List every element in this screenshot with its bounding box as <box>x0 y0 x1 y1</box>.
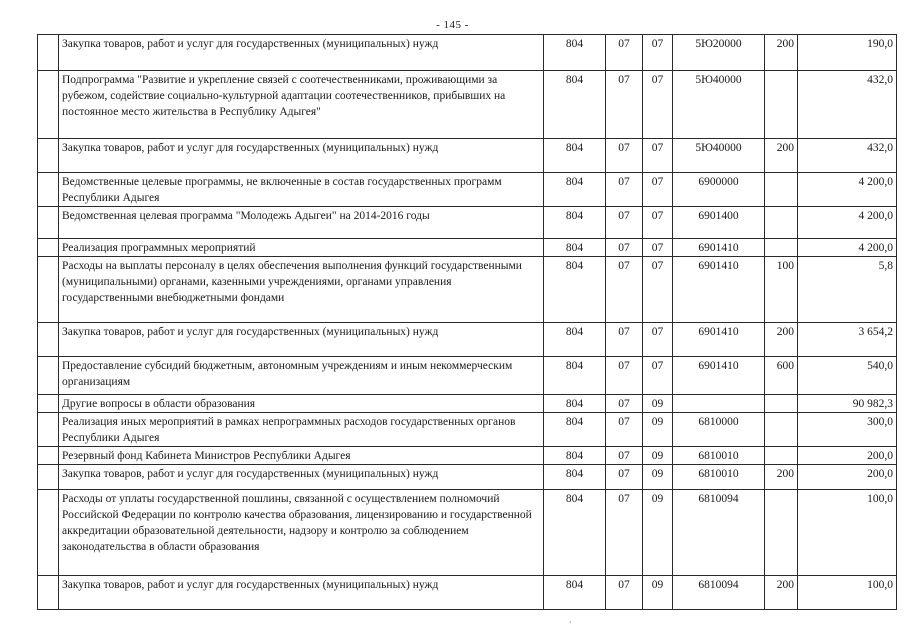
row-csr: 6901410 <box>673 323 765 357</box>
row-vr <box>765 207 798 239</box>
table-row <box>38 395 897 413</box>
row-blank-cell <box>38 71 59 139</box>
row-rz: 07 <box>606 576 643 610</box>
row-csr: 6900000 <box>673 173 765 207</box>
row-pr: 09 <box>643 395 673 413</box>
row-name: Подпрограмма "Развитие и укрепление связей с соотечественниками, проживающими за рубежом, содействие социально-культурной адаптации соотечественников, прибывших на постоянное место жительства в Республику Адыгея" <box>59 71 544 139</box>
table-row <box>38 207 897 239</box>
row-vr <box>765 413 798 447</box>
row-blank-cell <box>38 239 59 257</box>
row-sum: 200,0 <box>798 447 897 465</box>
row-rz: 07 <box>606 395 643 413</box>
row-csr <box>673 395 765 413</box>
row-vr <box>765 490 798 576</box>
row-glava: 804 <box>544 71 606 139</box>
row-blank-cell <box>38 257 59 323</box>
row-vr: 200 <box>765 576 798 610</box>
row-glava: 804 <box>544 395 606 413</box>
budget-table <box>37 34 897 610</box>
row-pr: 09 <box>643 490 673 576</box>
row-blank-cell <box>38 490 59 576</box>
row-pr: 07 <box>643 139 673 173</box>
row-rz: 07 <box>606 35 643 71</box>
row-rz: 07 <box>606 323 643 357</box>
row-blank-cell <box>38 357 59 395</box>
row-pr: 07 <box>643 173 673 207</box>
row-vr <box>765 447 798 465</box>
table-row <box>38 490 897 576</box>
row-vr <box>765 71 798 139</box>
row-vr: 200 <box>765 323 798 357</box>
row-sum: 100,0 <box>798 576 897 610</box>
row-rz: 07 <box>606 207 643 239</box>
row-vr <box>765 239 798 257</box>
row-sum: 3 654,2 <box>798 323 897 357</box>
row-blank-cell <box>38 447 59 465</box>
row-pr: 09 <box>643 465 673 490</box>
row-rz: 07 <box>606 490 643 576</box>
row-rz: 07 <box>606 413 643 447</box>
row-vr <box>765 395 798 413</box>
row-blank-cell <box>38 413 59 447</box>
row-blank-cell <box>38 465 59 490</box>
row-glava: 804 <box>544 173 606 207</box>
row-name: Другие вопросы в области образования <box>59 395 544 413</box>
row-csr: 6901410 <box>673 257 765 323</box>
row-sum: 190,0 <box>798 35 897 71</box>
row-csr: 6901400 <box>673 207 765 239</box>
scan-mark: · <box>569 618 572 627</box>
row-pr: 09 <box>643 576 673 610</box>
row-name: Закупка товаров, работ и услуг для государственных (муниципальных) нужд <box>59 139 544 173</box>
table-row <box>38 323 897 357</box>
table-row <box>38 173 897 207</box>
row-blank-cell <box>38 323 59 357</box>
row-sum: 4 200,0 <box>798 173 897 207</box>
table-row <box>38 35 897 71</box>
table-row <box>38 239 897 257</box>
row-pr: 07 <box>643 323 673 357</box>
row-pr: 07 <box>643 357 673 395</box>
row-rz: 07 <box>606 447 643 465</box>
row-csr: 6901410 <box>673 357 765 395</box>
row-csr: 6810010 <box>673 465 765 490</box>
row-sum: 100,0 <box>798 490 897 576</box>
row-rz: 07 <box>606 139 643 173</box>
row-csr: 5Ю20000 <box>673 35 765 71</box>
row-rz: 07 <box>606 357 643 395</box>
row-glava: 804 <box>544 35 606 71</box>
table-row <box>38 447 897 465</box>
row-name: Закупка товаров, работ и услуг для государственных (муниципальных) нужд <box>59 465 544 490</box>
row-pr: 07 <box>643 257 673 323</box>
row-rz: 07 <box>606 71 643 139</box>
row-sum: 90 982,3 <box>798 395 897 413</box>
row-name: Реализация программных мероприятий <box>59 239 544 257</box>
row-rz: 07 <box>606 173 643 207</box>
row-name: Ведомственная целевая программа "Молодежь Адыгеи" на 2014-2016 годы <box>59 207 544 239</box>
row-glava: 804 <box>544 239 606 257</box>
table-row <box>38 465 897 490</box>
row-name: Предоставление субсидий бюджетным, автономным учреждениям и иным некоммерческим организациям <box>59 357 544 395</box>
row-pr: 07 <box>643 239 673 257</box>
row-name: Резервный фонд Кабинета Министров Республики Адыгея <box>59 447 544 465</box>
row-sum: 4 200,0 <box>798 239 897 257</box>
row-rz: 07 <box>606 239 643 257</box>
row-sum: 432,0 <box>798 71 897 139</box>
row-blank-cell <box>38 173 59 207</box>
row-csr: 5Ю40000 <box>673 71 765 139</box>
row-name: Ведомственные целевые программы, не включенные в состав государственных программ Республики Адыгея <box>59 173 544 207</box>
table-body <box>38 35 897 610</box>
row-name: Расходы от уплаты государственной пошлины, связанной с осуществлением полномочий Российской Федерации по контролю качества образования, лицензированию и государственной аккредитации образовательной деятельности, надзору и контролю за соблюдением законодательства в области образования <box>59 490 544 576</box>
row-glava: 804 <box>544 465 606 490</box>
table-row <box>38 413 897 447</box>
row-name: Реализация иных мероприятий в рамках непрограммных расходов государственных органов Республики Адыгея <box>59 413 544 447</box>
row-blank-cell <box>38 35 59 71</box>
row-sum: 432,0 <box>798 139 897 173</box>
row-vr: 600 <box>765 357 798 395</box>
row-glava: 804 <box>544 413 606 447</box>
row-pr: 09 <box>643 447 673 465</box>
row-glava: 804 <box>544 207 606 239</box>
row-rz: 07 <box>606 257 643 323</box>
row-blank-cell <box>38 576 59 610</box>
row-csr: 5Ю40000 <box>673 139 765 173</box>
row-rz: 07 <box>606 465 643 490</box>
table-row <box>38 139 897 173</box>
row-sum: 5,8 <box>798 257 897 323</box>
row-vr: 200 <box>765 139 798 173</box>
row-vr: 200 <box>765 35 798 71</box>
row-glava: 804 <box>544 490 606 576</box>
row-glava: 804 <box>544 139 606 173</box>
row-name: Расходы на выплаты персоналу в целях обеспечения выполнения функций государственными (муниципальными) органами, казенными учреждениями, органами управления государственными внебюджетными фондами <box>59 257 544 323</box>
table-row <box>38 257 897 323</box>
row-glava: 804 <box>544 257 606 323</box>
row-sum: 200,0 <box>798 465 897 490</box>
row-pr: 09 <box>643 413 673 447</box>
page-number: - 145 - <box>436 19 469 31</box>
row-vr: 100 <box>765 257 798 323</box>
row-blank-cell <box>38 207 59 239</box>
row-pr: 07 <box>643 35 673 71</box>
row-glava: 804 <box>544 576 606 610</box>
row-pr: 07 <box>643 71 673 139</box>
row-glava: 804 <box>544 447 606 465</box>
table-row <box>38 576 897 610</box>
row-name: Закупка товаров, работ и услуг для государственных (муниципальных) нужд <box>59 576 544 610</box>
row-csr: 6810094 <box>673 576 765 610</box>
row-sum: 540,0 <box>798 357 897 395</box>
row-sum: 300,0 <box>798 413 897 447</box>
row-blank-cell <box>38 139 59 173</box>
row-csr: 6901410 <box>673 239 765 257</box>
row-blank-cell <box>38 395 59 413</box>
row-glava: 804 <box>544 323 606 357</box>
row-csr: 6810094 <box>673 490 765 576</box>
table-row <box>38 357 897 395</box>
row-name: Закупка товаров, работ и услуг для государственных (муниципальных) нужд <box>59 35 544 71</box>
row-pr: 07 <box>643 207 673 239</box>
row-sum: 4 200,0 <box>798 207 897 239</box>
row-csr: 6810000 <box>673 413 765 447</box>
row-name: Закупка товаров, работ и услуг для государственных (муниципальных) нужд <box>59 323 544 357</box>
row-glava: 804 <box>544 357 606 395</box>
row-csr: 6810010 <box>673 447 765 465</box>
row-vr <box>765 173 798 207</box>
row-vr: 200 <box>765 465 798 490</box>
table-row <box>38 71 897 139</box>
